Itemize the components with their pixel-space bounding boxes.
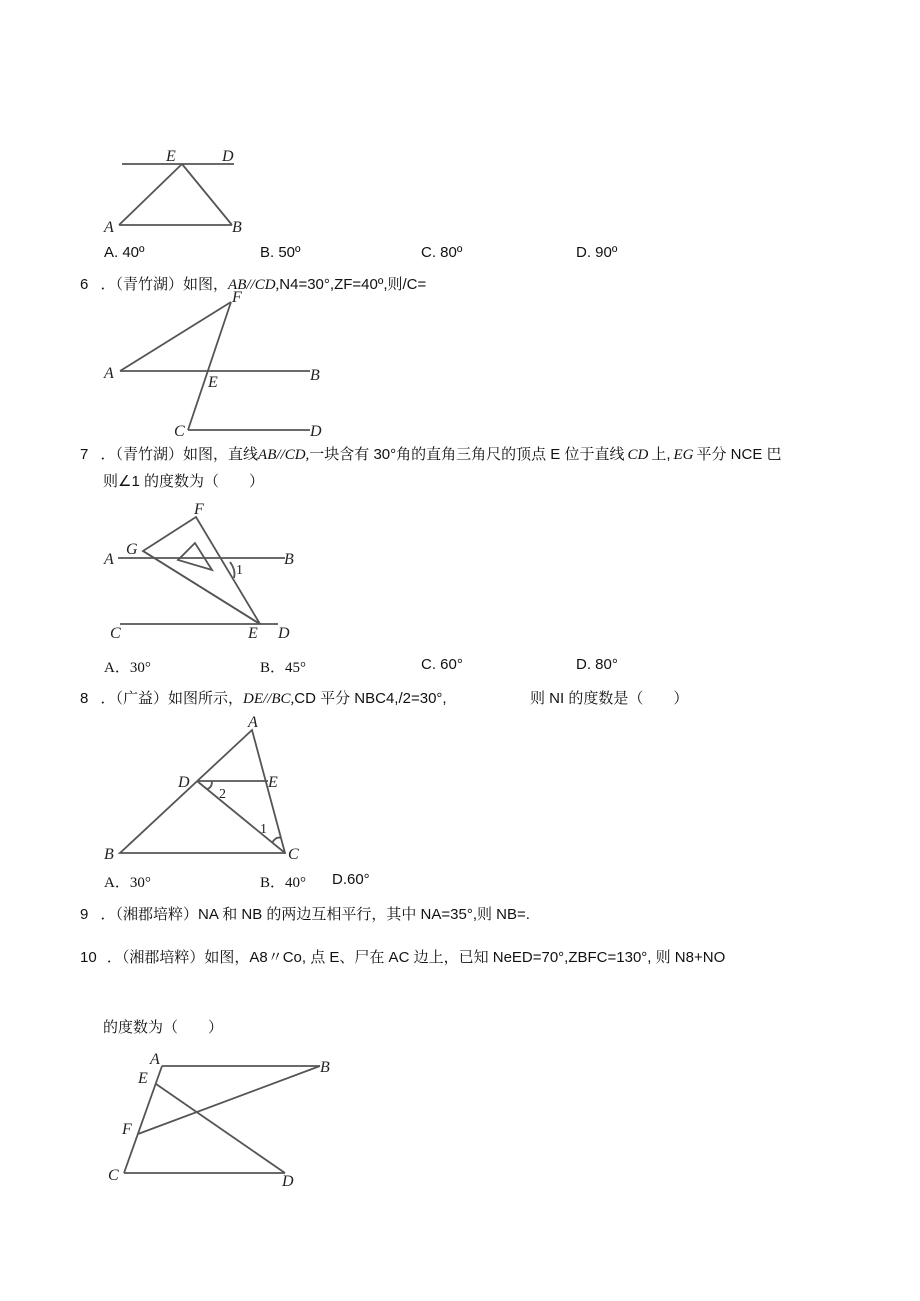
- figure-q10: [100, 1048, 340, 1193]
- q8-number: 8: [80, 690, 89, 707]
- q6-number: 6: [80, 276, 89, 293]
- q7-text-d: 平分 NCE 巴: [696, 446, 782, 463]
- segment-eb: [182, 164, 232, 225]
- question-8: [80, 687, 447, 708]
- figure-q6: [100, 290, 340, 440]
- q7-text-b: 一块含有 30°角的直角三角尺的顶点 E 位于直线: [309, 446, 625, 463]
- label-e: E: [166, 148, 176, 165]
- q7-text-cd: CD: [627, 447, 649, 463]
- question-10-line-2: 的度数为（ ）: [103, 1019, 224, 1036]
- label-c: C: [110, 625, 121, 642]
- label-d: D: [282, 1173, 294, 1190]
- question-10: [80, 946, 725, 967]
- label-e: E: [208, 374, 218, 391]
- q5-option-d: D. 90º: [576, 244, 618, 261]
- label-b: B: [104, 846, 114, 863]
- q9-number: 9: [80, 906, 89, 923]
- q8-option-b: B．40°: [260, 875, 307, 891]
- triangle-inner-hole: [178, 543, 212, 570]
- q8-option-a: A．30°: [104, 875, 151, 891]
- label-e: E: [268, 774, 278, 791]
- q7-text-ab-cd: AB//CD,: [258, 447, 310, 463]
- label-d: D: [310, 423, 322, 440]
- label-e: E: [248, 625, 258, 642]
- question-7-line-2: 则∠1 的度数为（ ）: [103, 473, 264, 490]
- label-b: B: [310, 367, 320, 384]
- q6-text-italic: AB//CD,: [228, 277, 280, 293]
- q7-option-c: C. 60°: [421, 656, 463, 673]
- label-b: B: [284, 551, 294, 568]
- figure-q8: [100, 710, 310, 863]
- question-8-tail: 则 NI 的度数是（ ）: [530, 690, 689, 707]
- label-f: F: [194, 501, 204, 518]
- label-b: B: [232, 219, 242, 236]
- q5-option-b: B. 50º: [260, 244, 301, 261]
- q7-text-a: ．（青竹湖）如图，直线: [100, 446, 259, 463]
- q6-text-post: N4=30°,ZF=40º,则/C=: [279, 276, 427, 293]
- segment-ge: [143, 551, 260, 624]
- label-a: A: [104, 365, 114, 382]
- label-a: A: [104, 551, 114, 568]
- segment-fc: [188, 302, 231, 430]
- q7-option-d: D. 80°: [576, 656, 618, 673]
- segment-fb: [138, 1066, 320, 1134]
- segment-ed: [156, 1084, 285, 1173]
- label-a: A: [150, 1051, 160, 1068]
- label-f: F: [122, 1121, 132, 1138]
- label-d: D: [178, 774, 190, 791]
- q8-text-de-bc: DE//BC,: [243, 691, 295, 707]
- label-e: E: [138, 1070, 148, 1087]
- label-c: C: [108, 1167, 119, 1184]
- q7-option-a: A．30°: [104, 660, 151, 676]
- q5-option-a: A. 40º: [104, 244, 145, 261]
- label-angle-2: 2: [219, 787, 226, 802]
- label-angle-1: 1: [236, 563, 243, 578]
- q7-option-b: B．45°: [260, 660, 307, 676]
- q8-text-a: ．（广益）如图所示，: [100, 690, 244, 707]
- segment-af: [120, 302, 231, 371]
- label-a: A: [248, 714, 258, 731]
- label-f: F: [232, 289, 242, 306]
- q10-text: ．（湘郡培粹）如图，A8〃Co, 点 E、尸在 AC 边上，已知 NeED=70°,ZBFC=130°, 则 N8+NO: [106, 949, 726, 966]
- label-g: G: [126, 541, 138, 558]
- q7-text-eg: EG: [673, 447, 694, 463]
- q6-text-pre: ．（青竹湖）如图，: [100, 276, 229, 293]
- q7-number: 7: [80, 446, 89, 463]
- angle-1-arc: [272, 838, 281, 843]
- label-b: B: [320, 1059, 330, 1076]
- question-9: [80, 903, 530, 924]
- label-c: C: [174, 423, 185, 440]
- label-a: A: [104, 219, 114, 236]
- question-7-line-1: [80, 443, 782, 464]
- q8-text-b: CD 平分 NBC4,/2=30°,: [294, 690, 447, 707]
- angle-2-arc: [207, 781, 212, 789]
- label-d: D: [278, 625, 290, 642]
- figure-q5: [100, 145, 250, 240]
- figure-q7: [100, 500, 310, 645]
- label-c: C: [288, 846, 299, 863]
- q9-text: ．（湘郡培粹）NA 和 NB 的两边互相平行，其中 NA=35°,则 NB=.: [100, 906, 530, 923]
- label-d: D: [222, 148, 234, 165]
- q5-option-c: C. 80º: [421, 244, 463, 261]
- label-angle-1: 1: [260, 822, 267, 837]
- segment-ea: [119, 164, 182, 225]
- q7-text-c: 上,: [651, 446, 671, 463]
- q8-option-d: D.60°: [332, 871, 370, 888]
- q10-number: 10: [80, 949, 97, 966]
